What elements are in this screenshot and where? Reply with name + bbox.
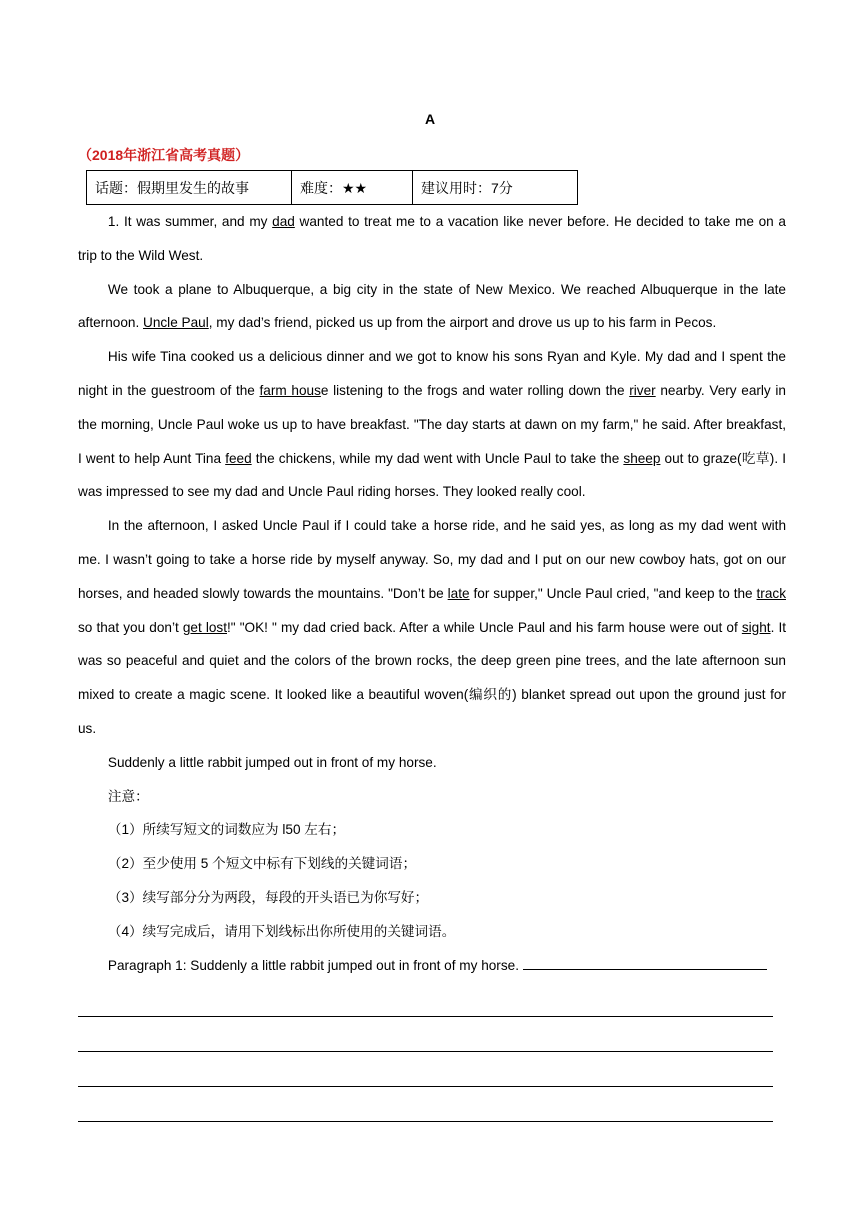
answer-line[interactable] xyxy=(78,1095,773,1122)
paragraph1-prompt xyxy=(78,949,786,983)
text: for supper," Uncle Paul cried, "and keep to the xyxy=(469,585,757,601)
notes-heading: 注意： xyxy=(107,788,149,804)
keyword: track xyxy=(756,585,786,601)
passage-paragraph-2 xyxy=(78,273,786,341)
keyword: feed xyxy=(225,450,252,466)
text: . It was so peaceful and quiet and the colors of the brown rocks, the deep green pine trees, and the late afternoon sun mixed to create a magic scene. It looked like a beautiful woven(编织的) blanket spread out upon the ground just for us. xyxy=(78,619,786,736)
text: In the afternoon, I asked Uncle Paul if I could take a horse ride, and he said yes, as long as my dad went with me. I wasn’t going to take a horse ride by myself anyway. So, my dad and I put on our new cowboy hats, got on our horses, and headed slowly towards the mountains. "Don’t be xyxy=(78,518,786,601)
passage-paragraph-1 xyxy=(78,205,786,273)
keyword: sheep xyxy=(623,450,661,466)
note-item: （1）所续写短文的词数应为 l50 左右； xyxy=(107,822,346,838)
exam-source: （2018年浙江省高考真题） xyxy=(78,147,250,163)
keyword: sight xyxy=(741,619,771,635)
passage-paragraph-4 xyxy=(78,509,786,746)
answer-line[interactable] xyxy=(78,990,773,1017)
text: nearby. Very early in the morning, Uncle Paul woke us up to have breakfast. "The day starts at dawn on my farm," he said. After breakfast, I went to help Aunt Tina xyxy=(78,382,786,466)
keyword: river xyxy=(629,382,656,398)
text: 1. It was summer, and my xyxy=(107,214,273,229)
topic-cell: 话题：假期里发生的故事 xyxy=(87,171,292,205)
text: so that you don’t xyxy=(78,619,183,635)
passage-paragraph-5: Suddenly a little rabbit jumped out in front of my horse. xyxy=(107,754,437,770)
keyword: late xyxy=(447,585,470,601)
text: !" "OK! " my dad cried back. After a while Uncle Paul and his farm house were out of xyxy=(227,619,742,635)
note-item: （4）续写完成后，请用下划线标出你所使用的关键词语。 xyxy=(107,923,456,939)
answer-blank[interactable] xyxy=(523,955,767,970)
answer-line[interactable] xyxy=(78,1060,773,1087)
answer-line[interactable] xyxy=(78,1025,773,1052)
keyword: get lost xyxy=(182,619,227,635)
note-item: （3）续写部分分为两段，每段的开头语已为你写好； xyxy=(107,889,429,905)
time-cell: 建议用时：7分 xyxy=(413,171,578,205)
text: wanted to treat me to a vacation like never before. He decided to take me on a trip to the Wild West. xyxy=(78,214,786,263)
prompt-text: Paragraph 1: Suddenly a little rabbit jumped out in front of my horse. xyxy=(107,957,523,973)
keyword: farm hous xyxy=(259,382,321,398)
passage-paragraph-3 xyxy=(78,340,786,509)
keyword: dad xyxy=(272,214,295,229)
note-item: （2）至少使用 5 个短文中标有下划线的关键词语； xyxy=(107,856,417,872)
text: , my dad’s friend, picked us up from the airport and drove us up to his farm in Pecos. xyxy=(208,315,717,331)
keyword: Uncle Paul xyxy=(143,315,209,331)
text: We took a plane to Albuquerque, a big city in the state of New Mexico. We reached Albuquerque in the late afternoon. xyxy=(78,281,786,331)
text: e listening to the frogs and water rolling down the xyxy=(320,382,630,398)
passage xyxy=(78,205,786,1122)
text: the chickens, while my dad went with Uncle Paul to take the xyxy=(251,450,624,466)
difficulty-cell: 难度：★★ xyxy=(292,171,413,205)
text: His wife Tina cooked us a delicious dinner and we got to know his sons Ryan and Kyle. My dad and I spent the night in the guestroom of the xyxy=(78,349,786,398)
page-title: A xyxy=(424,111,436,127)
text: out to graze(吃草). I was impressed to see my dad and Uncle Paul riding horses. They looked really cool. xyxy=(78,450,787,500)
meta-table xyxy=(86,170,578,205)
